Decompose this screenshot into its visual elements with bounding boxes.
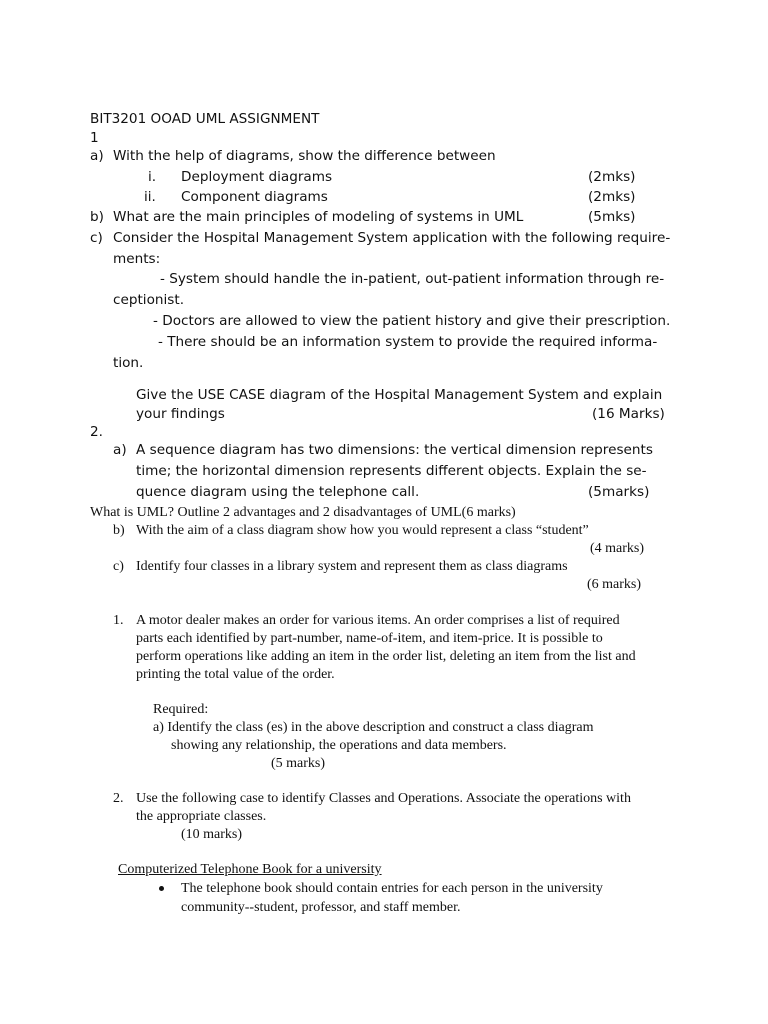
q1-c-marks: (16 Marks) [592, 406, 665, 422]
case-bullet-line: community--student, professor, and staff member. [181, 900, 461, 915]
problem-2-marker: 2. [113, 791, 124, 806]
problem-1-line: printing the total value of the order. [136, 667, 335, 682]
q1-a-ii-text: Component diagrams [181, 189, 328, 205]
q2-a-line: quence diagram using the telephone call. [136, 484, 420, 500]
q1-c-line: your findings [136, 406, 225, 422]
q2-a-line: time; the horizontal dimension represents different objects. Explain the se- [136, 463, 647, 479]
q1-c-line: - There should be an information system to provide the required informa- [158, 334, 658, 350]
q1-c-line: - Doctors are allowed to view the patient history and give their prescription. [153, 313, 671, 329]
q1-a-marker: a) [90, 148, 104, 164]
q1-a-i-text: Deployment diagrams [181, 169, 333, 185]
q2-c-marker: c) [113, 559, 124, 574]
problem-1-task: a) Identify the class (es) in the above description and construct a class diagram [153, 720, 594, 735]
q1-c-marker: c) [90, 230, 103, 246]
q2-uml-question: What is UML? Outline 2 advantages and 2 disadvantages of UML(6 marks) [90, 505, 516, 520]
problem-1-line: parts each identified by part-number, name-of-item, and item-price. It is possible to [136, 631, 603, 646]
q1-c-line: tion. [113, 355, 144, 371]
case-heading: Computerized Telephone Book for a university [118, 862, 382, 877]
bullet-icon [159, 886, 164, 891]
problem-1-task: showing any relationship, the operations and data members. [171, 738, 507, 753]
q2-a-line: A sequence diagram has two dimensions: the vertical dimension represents [136, 442, 653, 458]
q1-c-line: Give the USE CASE diagram of the Hospital Management System and explain [136, 387, 663, 403]
q2-c-text: Identify four classes in a library system and represent them as class diagrams [136, 559, 568, 574]
q1-c-line: - System should handle the in-patient, out-patient information through re- [160, 271, 665, 287]
q2-a-marks: (5marks) [588, 484, 650, 500]
doc-title: BIT3201 OOAD UML ASSIGNMENT [90, 111, 320, 127]
problem-2-line: Use the following case to identify Classes and Operations. Associate the operations with [136, 791, 631, 806]
q1-b-marker: b) [90, 209, 104, 225]
case-bullet-line: The telephone book should contain entries for each person in the university [181, 881, 603, 896]
problem-1-line: perform operations like adding an item in the order list, deleting an item from the list and [136, 649, 636, 664]
q1-a-i-marks: (2mks) [588, 169, 636, 185]
q1-b-text: What are the main principles of modeling of systems in UML [113, 209, 524, 225]
problem-2-marks: (10 marks) [181, 827, 243, 842]
q2-b-text: With the aim of a class diagram show how you would represent a class “student” [136, 523, 589, 538]
problem-1-line: A motor dealer makes an order for various items. An order comprises a list of required [136, 613, 620, 628]
question-2-number: 2. [90, 424, 103, 440]
q2-b-marks: (4 marks) [590, 541, 645, 556]
q1-c-line: Consider the Hospital Management System application with the following require- [113, 230, 671, 246]
problem-2-line: the appropriate classes. [136, 809, 267, 824]
q1-c-line: ments: [113, 251, 161, 267]
q1-a-text: With the help of diagrams, show the difference between [113, 148, 496, 164]
q1-a-ii-marker: ii. [144, 189, 156, 205]
problem-1-required: Required: [153, 702, 209, 717]
q1-a-ii-marks: (2mks) [588, 189, 636, 205]
q2-c-marks: (6 marks) [587, 577, 642, 592]
q2-b-marker: b) [113, 523, 125, 538]
q1-a-i-marker: i. [148, 169, 157, 185]
q1-c-line: ceptionist. [113, 292, 185, 308]
q1-b-marks: (5mks) [588, 209, 636, 225]
q2-a-marker: a) [113, 442, 127, 458]
problem-1-marker: 1. [113, 613, 124, 628]
problem-1-marks: (5 marks) [271, 756, 326, 771]
question-1-number: 1 [90, 130, 99, 146]
